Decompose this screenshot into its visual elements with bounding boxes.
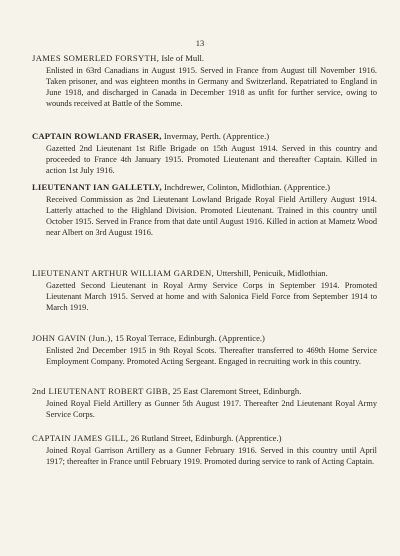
entry-heading bbox=[32, 131, 377, 143]
entry-name: JAMES SOMERLED FORSYTH, bbox=[32, 53, 160, 63]
roll-entry bbox=[32, 333, 377, 367]
entry-heading bbox=[32, 182, 377, 194]
entry-body: Gazetted 2nd Lieutenant 1st Rifle Brigade on 15th August 1914. Served in this country and proceeded to France 4th January 1915. Promoted Lieutenant and thereafter Captain. Killed in action 1st July 1916. bbox=[46, 143, 377, 175]
entry-body: Enlisted in 63rd Canadians in August 1915. Served in France from August till November 1916. Taken prisoner, and was eighteen months in Germany and Switzerland. Repatriated to England in June 1918, and discharged in Canada in December 1918 as unfit for further service, owing to wounds received at Battle of the Somme. bbox=[46, 65, 377, 108]
entry-body: Received Commission as 2nd Lieutenant Lowland Brigade Royal Field Artillery August 1914. Latterly attached to the Highland Division. Promoted Lieutenant. Trained in this country until October 1915. Served in France from that date until August 1916. Killed in action at Mametz Wood near Albert on 3rd August 1916. bbox=[46, 194, 377, 237]
page-number: 13 bbox=[195, 38, 205, 48]
entry-heading bbox=[32, 53, 377, 65]
entry-body: Enlisted 2nd December 1915 in 9th Royal Scots. Thereafter transferred to 469th Home Service Employment Company. Promoted Acting Sergeant. Engaged in recruiting work in this country. bbox=[46, 345, 377, 366]
entry-name: CAPTAIN JAMES GILL, bbox=[32, 433, 129, 443]
entry-heading bbox=[32, 333, 377, 345]
entry-detail: 15 Royal Terrace, Edinburgh. (Apprentice.) bbox=[113, 333, 265, 343]
entry-body: Joined Royal Garrison Artillery as a Gunner February 1916. Served in this country until April 1917; thereafter in France until February 1919. Promoted during service to rank of Acting Captain. bbox=[46, 445, 377, 466]
entry-name: CAPTAIN ROWLAND FRASER, bbox=[32, 131, 162, 141]
entry-body: Gazetted Second Lieutenant in Royal Army Service Corps in September 1914. Promoted Lieutenant March 1915. Served at home and with Salonica Field Force from September 1914 to March 1919. bbox=[46, 280, 377, 312]
roll-entry bbox=[32, 433, 377, 467]
entry-name: 2nd LIEUTENANT ROBERT GIBB, bbox=[32, 386, 171, 396]
entry-name: LIEUTENANT ARTHUR WILLIAM GARDEN, bbox=[32, 268, 215, 278]
entry-detail: Inchdrewer, Colinton, Midlothian. (Apprentice.) bbox=[161, 182, 331, 192]
entry-body: Joined Royal Field Artillery as Gunner 5th August 1917. Thereafter 2nd Lieutenant Royal Army Service Corps. bbox=[46, 398, 377, 419]
entry-detail: Uttershill, Penicuik, Midlothian. bbox=[214, 268, 328, 278]
entry-name: LIEUTENANT IAN GALLETLY, bbox=[32, 182, 162, 192]
entry-heading bbox=[32, 386, 377, 398]
entry-detail: Isle of Mull. bbox=[159, 53, 205, 63]
roll-entry bbox=[32, 386, 377, 420]
entry-name: JOHN GAVIN (Jun.), bbox=[32, 333, 114, 343]
entry-detail: 26 Rutland Street, Edinburgh. (Apprentice.) bbox=[128, 433, 282, 443]
roll-entry bbox=[32, 268, 377, 313]
entry-detail: 25 East Claremont Street, Edinburgh. bbox=[170, 386, 302, 396]
entry-detail: Invermay, Perth. (Apprentice.) bbox=[161, 131, 270, 141]
roll-entry bbox=[32, 53, 377, 109]
roll-entry bbox=[32, 182, 377, 238]
entry-heading bbox=[32, 433, 377, 445]
roll-entry bbox=[32, 131, 377, 176]
entry-heading bbox=[32, 268, 377, 280]
